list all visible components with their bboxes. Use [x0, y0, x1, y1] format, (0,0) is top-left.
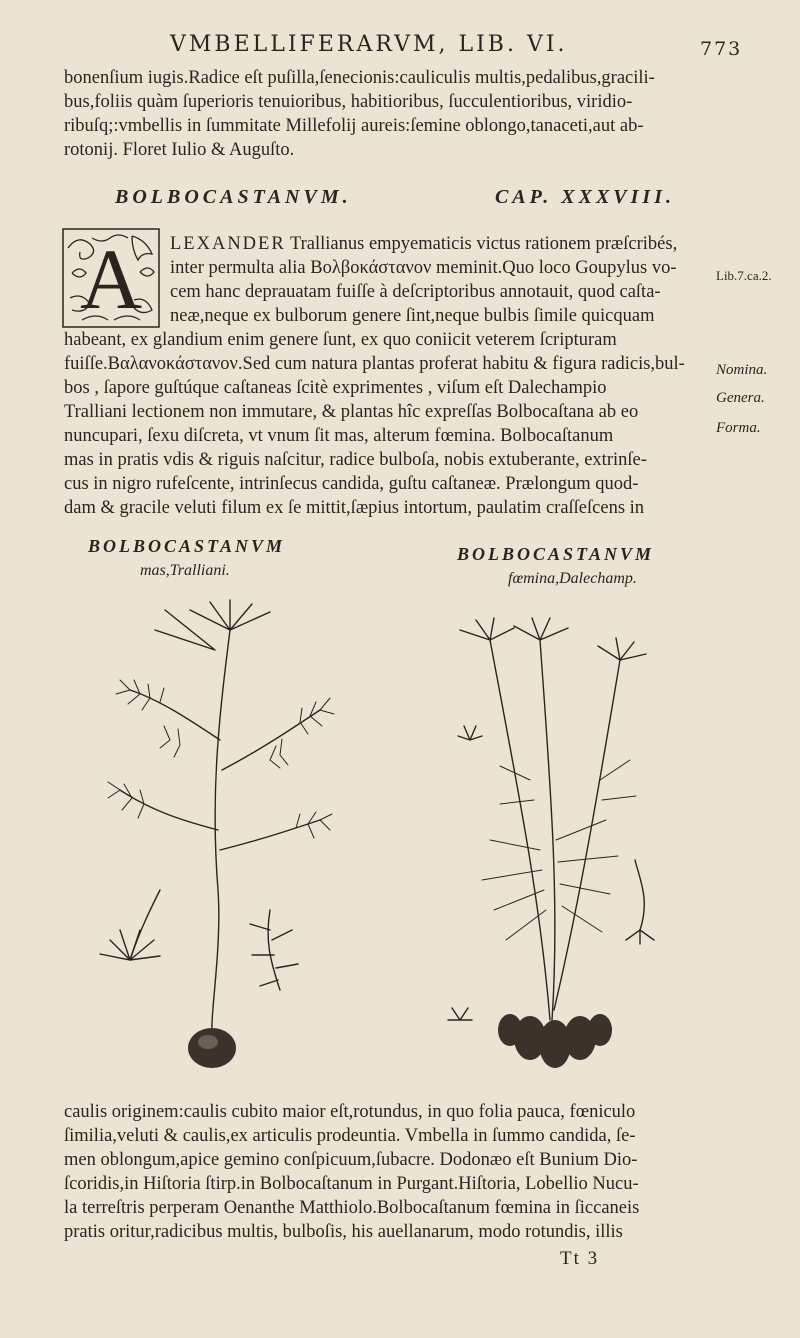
text-line: habeant, ex glandium enim genere ſunt, ex quo coniicit veterem ſcripturam: [64, 330, 617, 350]
margin-note-forma: Forma.: [716, 420, 761, 436]
text-line: Tralliani lectionem non immutare, & plantas hîc expreſſas Bolbocaſtana ab eo: [64, 402, 639, 422]
text-line: nuncupari, ſexu diſcreta, vt vnum ſit mas, alterum fœmina. Bolbocaſtanum: [64, 426, 614, 446]
figure-left-subtitle: mas,Tralliani.: [140, 562, 230, 579]
chapter-heading: [115, 186, 675, 209]
text-line: la terreſtris perperam Oenanthe Matthiolo.Bolbocaſtanum fœmina in ſiccaneis: [64, 1198, 640, 1218]
text-line: caulis originem:caulis cubito maior eſt,rotundus, in quo folia pauca, fœniculo: [64, 1102, 636, 1122]
text-line: ſimilia,veluti & caulis,ex articulis prodeuntia. Vmbella in ſummo candida, ſe-: [64, 1126, 636, 1146]
woodcut-female-plant: [430, 600, 710, 1070]
text-line: mas in pratis vdis & riguis naſcitur, radice bulboſa, nobis extuberante, extrinſe-: [64, 450, 647, 470]
woodcut-male-plant: [70, 590, 390, 1080]
text-line: bos , ſapore guſtúque caſtaneas ſcitè exprimentes , viſum eſt Dalechampio: [64, 378, 607, 398]
margin-note-reference: Lib.7.ca.2.: [716, 268, 772, 283]
chapter-number: CAP. XXXVIII.: [494, 186, 675, 208]
margin-note-genera: Genera.: [716, 390, 765, 406]
text-line: dam & gracile veluti filum ex ſe mittit,ſæpius intortum, paulatim craſſeſcens in: [64, 498, 645, 518]
page-number: 773: [700, 38, 743, 60]
text-line: ribuſq;:vmbellis in ſummitate Millefolij aureis:ſemine oblongo,tanaceti,aut ab-: [64, 116, 644, 136]
margin-note-nomina: Nomina.: [716, 362, 768, 378]
dropcap-letter: A: [79, 231, 143, 327]
text-line: cus in nigro rufeſcente, intrinſecus candida, guſtu caſtaneæ. Prælongum quod-: [64, 474, 639, 494]
text-line: [170, 232, 714, 256]
text-line: bonenſium iugis.Radice eſt puſilla,ſenecionis:cauliculis multis,pedalibus,gracili-: [64, 68, 655, 88]
continuation-paragraph: [64, 1100, 710, 1244]
text-span: Trallianus empyematicis victus rationem præſcribés,: [285, 234, 678, 254]
chapter-title: BOLBOCASTANVM.: [115, 186, 352, 208]
text-line: bus,foliis quàm ſuperioris tenuioribus, habitioribus, ſucculentioribus, viridio-: [64, 92, 633, 112]
figure-right-subtitle: fœmina,Dalechamp.: [508, 570, 637, 587]
signature-mark: Tt 3: [560, 1248, 600, 1269]
running-head: VMBELLIFERARVM, LIB. VI.: [170, 32, 568, 57]
text-line: men oblongum,apice gemino conſpicuum,ſubacre. Dodonæo eſt Bunium Dio-: [64, 1150, 638, 1170]
intro-paragraph: [64, 66, 714, 162]
decorated-initial: [62, 228, 160, 328]
text-line: inter permulta alia Βολβοκάστανον meminit.Quo loco Goupylus vo-: [170, 258, 677, 278]
chapter-paragraph: [64, 328, 714, 520]
text-line: rotonij. Floret Iulio & Auguſto.: [64, 140, 295, 160]
figure-right-title: BOLBOCASTANVM: [457, 544, 655, 564]
chapter-opening-lines: [170, 232, 714, 328]
text-line: ſcoridis,in Hiſtoria ſtirp.in Bolbocaſtanum in Purgant.Hiſtoria, Lobellio Nucu-: [64, 1174, 639, 1194]
text-line: fuiſſe.Βαλανοκάστανον.Sed cum natura plantas proferat habitu & figura radicis,bul-: [64, 354, 685, 374]
small-caps-word: LEXANDER: [170, 234, 286, 254]
text-line: pratis oritur,radicibus multis, bulboſis, his auellanarum, modo rotundis, illis: [64, 1222, 623, 1242]
figure-left-title: BOLBOCASTANVM: [88, 536, 286, 556]
text-line: cem hanc deprauatam fuiſſe à deſcriptoribus annotauit, quod caſta-: [170, 282, 661, 302]
text-line: neæ,neque ex bulborum genere ſint,neque bulbis ſimile quicquam: [170, 306, 655, 326]
